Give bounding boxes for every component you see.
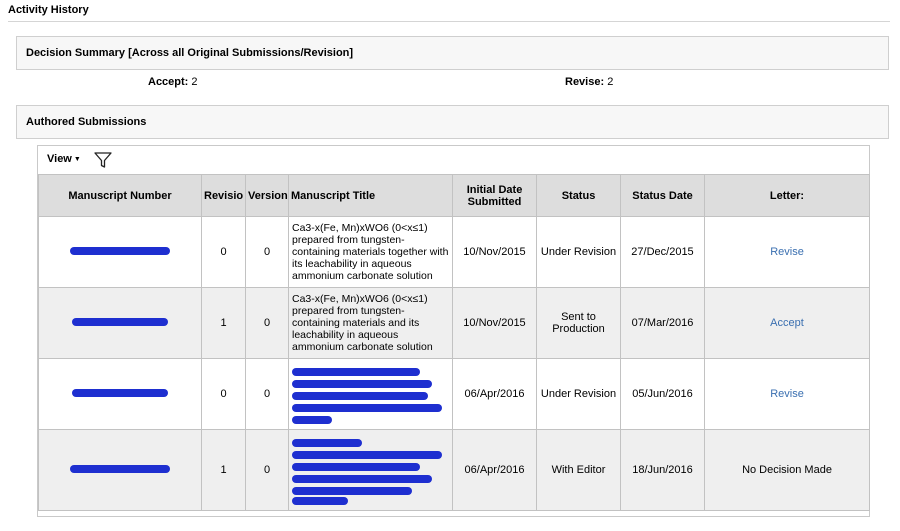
redaction-mark xyxy=(292,487,412,495)
col-header-title[interactable]: Manuscript Title xyxy=(289,175,453,217)
letter-link-revise[interactable]: Revise xyxy=(770,246,804,258)
status-date-cell: 27/Dec/2015 xyxy=(621,217,705,288)
redaction-mark xyxy=(292,439,362,447)
title-cell: Ca3-x(Fe, Mn)xWO6 (0<x≤1) prepared from tungsten-containing materials and its leachability in aqueous ammonium carbonate solution xyxy=(289,288,453,359)
redaction-mark xyxy=(72,318,168,326)
table-row xyxy=(39,288,870,359)
view-menu-button[interactable] xyxy=(47,153,81,165)
manuscript-number-redacted xyxy=(39,359,202,430)
version-cell: 0 xyxy=(246,288,289,359)
version-cell: 0 xyxy=(246,217,289,288)
page-title: Activity History xyxy=(8,4,89,16)
accept-summary xyxy=(148,76,198,88)
status-date-cell: 05/Jun/2016 xyxy=(621,359,705,430)
status-cell: With Editor xyxy=(537,430,621,511)
revision-cell: 1 xyxy=(202,288,246,359)
authored-submissions-title: Authored Submissions xyxy=(26,116,147,128)
redaction-mark xyxy=(292,451,442,459)
view-label: View xyxy=(47,153,72,165)
letter-cell xyxy=(705,288,870,359)
revision-cell: 1 xyxy=(202,430,246,511)
status-cell: Under Revision xyxy=(537,217,621,288)
caret-down-icon: ▼ xyxy=(73,155,81,163)
filter-icon[interactable] xyxy=(93,150,113,170)
table-row xyxy=(39,217,870,288)
redaction-mark xyxy=(292,404,442,412)
revise-label: Revise: xyxy=(565,76,605,88)
title-divider xyxy=(8,21,890,22)
col-header-status[interactable]: Status xyxy=(537,175,621,217)
redacted-title xyxy=(292,435,449,505)
col-header-revision[interactable]: Revisio xyxy=(202,175,246,217)
letter-cell xyxy=(705,359,870,430)
redaction-mark xyxy=(292,392,428,400)
redaction-mark xyxy=(292,416,332,424)
revision-cell: 0 xyxy=(202,359,246,430)
status-cell: Under Revision xyxy=(537,359,621,430)
redaction-mark xyxy=(292,380,432,388)
initial-date-cell: 10/Nov/2015 xyxy=(453,217,537,288)
redaction-mark xyxy=(70,465,170,473)
redaction-mark xyxy=(72,389,168,397)
manuscript-number-redacted xyxy=(39,217,202,288)
initial-date-cell: 06/Apr/2016 xyxy=(453,430,537,511)
letter-link-revise[interactable]: Revise xyxy=(770,388,804,400)
accept-label: Accept: xyxy=(148,76,189,88)
manuscript-number-redacted xyxy=(39,288,202,359)
redaction-mark xyxy=(292,368,420,376)
letter-link-accept[interactable]: Accept xyxy=(770,317,804,329)
initial-date-cell: 06/Apr/2016 xyxy=(453,359,537,430)
status-date-cell: 18/Jun/2016 xyxy=(621,430,705,511)
status-cell: Sent to Production xyxy=(537,288,621,359)
revise-count: 2 xyxy=(607,76,614,88)
submissions-table xyxy=(38,174,870,511)
version-cell: 0 xyxy=(246,430,289,511)
grid-footer xyxy=(38,496,869,516)
decision-summary-panel xyxy=(16,36,889,70)
col-header-letter[interactable]: Letter: xyxy=(705,175,870,217)
initial-date-cell: 10/Nov/2015 xyxy=(453,288,537,359)
table-header-row xyxy=(39,175,870,217)
revision-cell: 0 xyxy=(202,217,246,288)
grid-toolbar xyxy=(38,146,869,174)
letter-cell xyxy=(705,217,870,288)
col-header-status-date[interactable]: Status Date xyxy=(621,175,705,217)
accept-count: 2 xyxy=(191,76,198,88)
col-header-initial-date[interactable]: Initial Date Submitted xyxy=(453,175,537,217)
revise-summary xyxy=(565,76,613,88)
authored-submissions-panel xyxy=(16,105,889,139)
table-row xyxy=(39,359,870,430)
redacted-title xyxy=(292,364,449,424)
letter-cell: No Decision Made xyxy=(705,430,870,511)
redaction-mark xyxy=(70,247,170,255)
title-cell: Ca3-x(Fe, Mn)xWO6 (0<x≤1) prepared from tungsten-containing materials together with its leachability in aqueous ammonium carbonate solution xyxy=(289,217,453,288)
submissions-grid xyxy=(37,145,870,517)
decision-summary-title: Decision Summary [Across all Original Submissions/Revision] xyxy=(26,47,354,59)
status-date-cell: 07/Mar/2016 xyxy=(621,288,705,359)
col-header-manuscript-number[interactable]: Manuscript Number xyxy=(39,175,202,217)
redaction-mark xyxy=(292,475,432,483)
version-cell: 0 xyxy=(246,359,289,430)
col-header-version[interactable]: Version xyxy=(246,175,289,217)
title-cell-redacted xyxy=(289,359,453,430)
redaction-mark xyxy=(292,463,420,471)
